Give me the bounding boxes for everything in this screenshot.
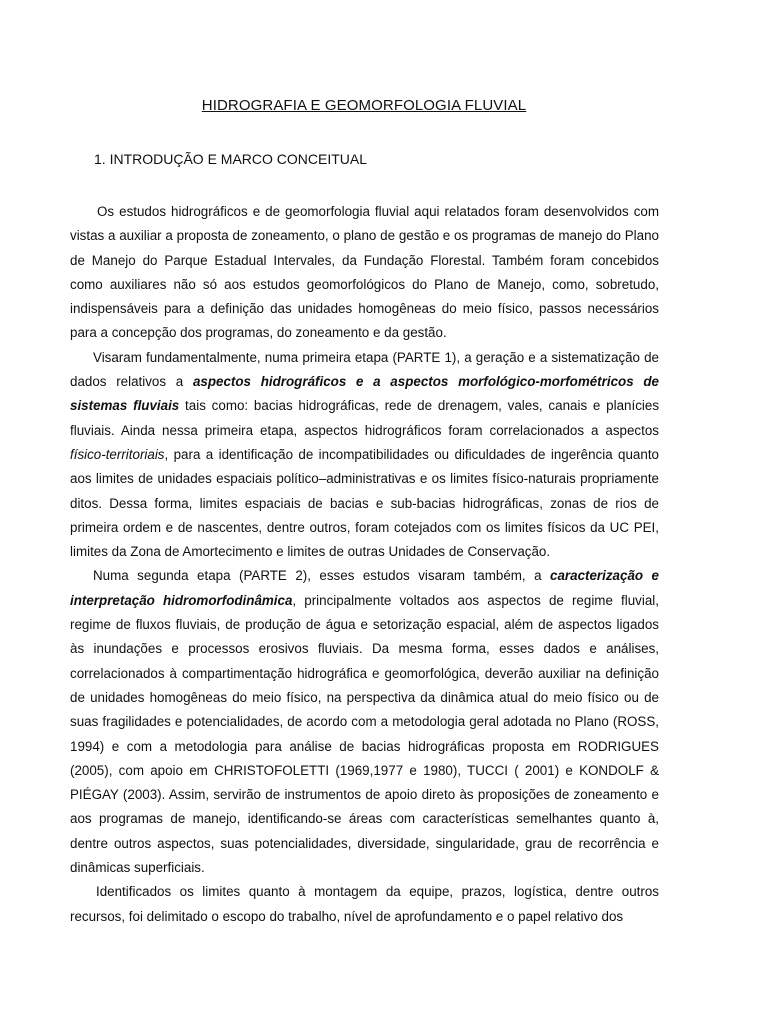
paragraph-1-text: Os estudos hidrográficos e de geomorfologia fluvial aqui relatados foram desenvolvidos com vistas a auxiliar a proposta de zoneamento, o plano de gestão e os programas de manejo do Plano de Manejo do Parque Estadual Intervales, da Fundação Florestal. Também foram concebidos como auxiliares não só aos estudos geomorfológicos do Plano de Manejo, como, sobretudo, indispensáveis para a definição das unidades homogêneas do meio físico, passos necessários para a concepção dos programas, do zoneamento e da gestão. [70,204,659,341]
paragraph-3 [70,564,659,880]
paragraph-1 [70,200,659,346]
paragraph-2-text-c: tais como: bacias hidrográficas, rede de drenagem, vales, canais e planícies fluviais. Ainda nessa primeira etapa, aspectos hidrográficos foram correlacionados a aspectos [70,398,660,438]
paragraph-2-italic: físico-territoriais [70,446,165,462]
paragraph-3-emphasis: caracterização e interpretação hidromorfodinâmica [70,568,659,608]
paragraph-4 [70,880,659,929]
document-body [70,200,659,929]
document-title: HIDROGRAFIA E GEOMORFOLOGIA FLUVIAL [201,97,527,114]
paragraph-2-text-a: Visaram fundamentalmente, numa primeira etapa (PARTE 1), a geração e a sistematização de dados relativos a [70,349,659,390]
paragraph-2-emphasis: aspectos hidrográficos e a aspectos morfológico-morfométricos de sistemas fluviais [70,374,659,414]
paragraph-2 [70,346,659,565]
paragraph-3-text-a: Numa segunda etapa (PARTE 2), esses estudos visaram também, a [93,568,551,584]
paragraph-4-text: Identificados os limites quanto à montagem da equipe, prazos, logística, dentre outros recursos, foi delimitado o escopo do trabalho, nível de aprofundamento e o papel relativo dos [70,884,659,924]
section-heading: 1. INTRODUÇÃO E MARCO CONCEITUAL [94,151,368,167]
paragraph-3-text-c: , principalmente voltados aos aspectos de regime fluvial, regime de fluxos fluviais, de produção de água e setorização espacial, além de aspectos ligados às inundações e processos erosivos fluviais. Da mesma forma, esses dados e análises, correlacionados à compartimentação hidrográfica e geomorfológica, deverão auxiliar na definição de unidades homogêneas do meio físico, na perspectiva da dinâmica atual do meio físico ou de suas fragilidades e potencialidades, de acordo com a metodologia geral adotada no Plano (ROSS, 1994) e com a metodologia para análise de bacias hidrográficas proposta em RODRIGUES (2005), com apoio em CHRISTOFOLETTI (1969,1977 e 1980), TUCCI ( 2001) e KONDOLF & PIÉGAY (2003). Assim, servirão de instrumentos de apoio direto às proposições de zoneamento e aos programas de manejo, identificando-se áreas com características semelhantes quanto à, dentre outros aspectos, suas potencialidades, diversidade, singularidade, grau de recorrência e dinâmicas superficiais. [70,592,659,876]
paragraph-2-text-e: , para a identificação de incompatibilidades ou dificuldades de ingerência quanto aos limites de unidades espaciais político–administrativas e os limites físico-naturais propriamente ditos. Dessa forma, limites espaciais de bacias e sub-bacias hidrográficas, zonas de rios de primeira ordem e de nascentes, dentre outros, foram cotejados com os limites físicos da UC PEI, limites da Zona de Amortecimento e limites de outras Unidades de Conservação. [70,446,659,560]
